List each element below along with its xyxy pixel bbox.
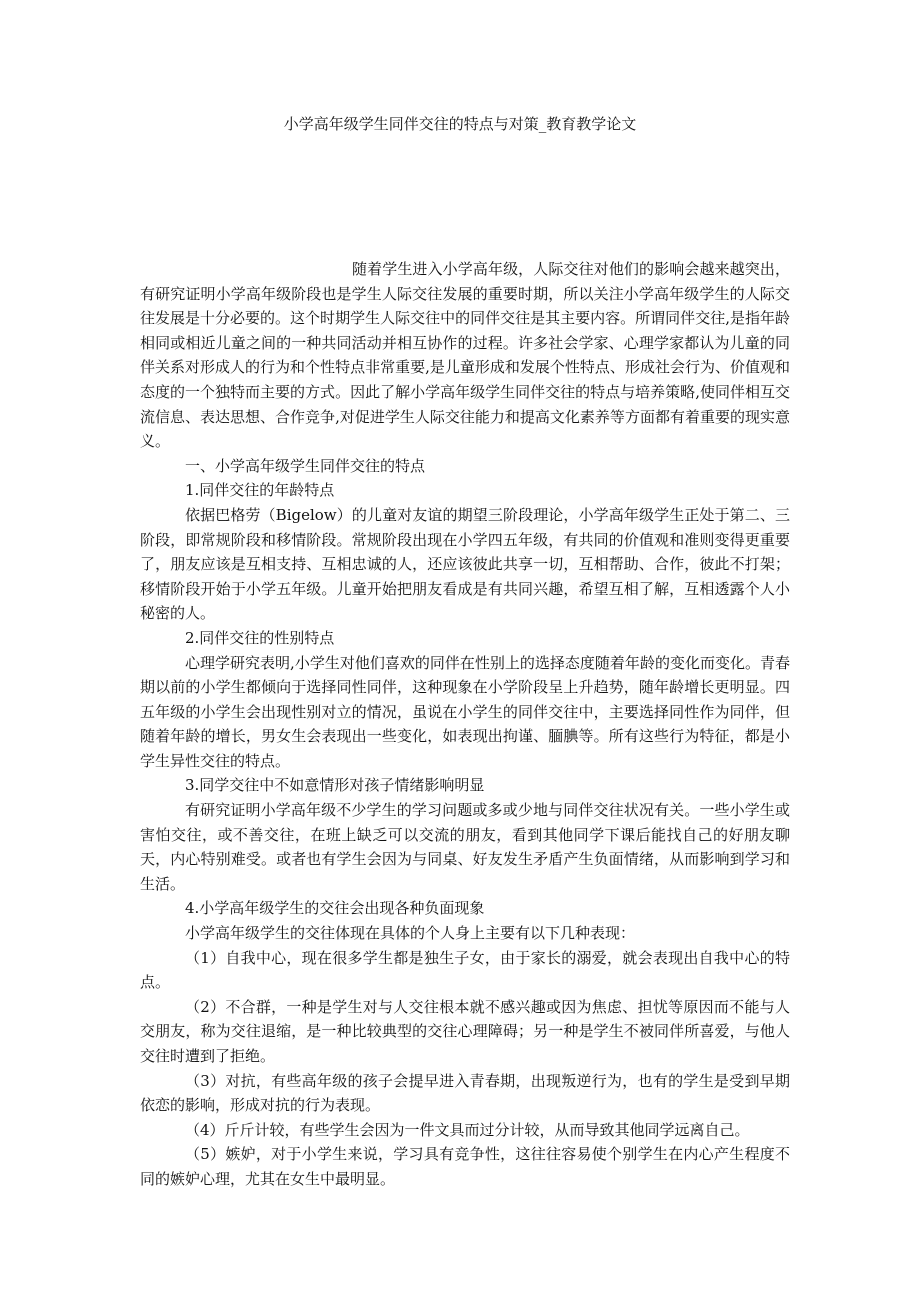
body-paragraph: 小学高年级学生的交往体现在具体的个人身上主要有以下几种表现：: [185, 924, 636, 943]
article-body: [140, 257, 790, 1192]
list-item-unsociable: （2）不合群，一种是学生对与人交往根本就不感兴趣或因为焦虑、担忧等原因而不能与人交朋友，称为交往退缩，是一种比较典型的交往心理障碍；另一种是学生不被同伴所喜爱，与他人交往时遭到了拒绝。: [140, 997, 790, 1065]
body-paragraph: 依据巴格劳（Bigelow）的儿童对友谊的期望三阶段理论，小学高年级学生正处于第二、三阶段，即常规阶段和移情阶段。常规阶段出现在小学四五年级，有共同的价值观和准则变得更重要了，朋友应该是互相支持、互相忠诚的人，还应该彼此共享一切，互相帮助、合作，彼此不打架；移情阶段开始于小学五年级。儿童开始把朋友看成是有共同兴趣，希望互相了解，互相透露个人小秘密的人。: [140, 505, 790, 623]
list-item-petty: （4）斤斤计较，有些学生会因为一件文具而过分计较，从而导致其他同学远离自己。: [185, 1120, 750, 1139]
list-item-egocentric: （1）自我中心，现在很多学生都是独生子女，由于家长的溺爱，就会表现出自我中心的特点。: [140, 948, 790, 992]
subheading-negative-phenomena: 4.小学高年级学生的交往会出现各种负面现象: [185, 899, 485, 918]
body-paragraph: 有研究证明小学高年级不少学生的学习问题或多或少地与同伴交往状况有关。一些小学生或害怕交往，或不善交往，在班上缺乏可以交流的朋友，看到其他同学下课后能找自己的好朋友聊天，内心特别难受。或者也有学生会因为与同桌、好友发生矛盾产生负面情绪，从而影响到学习和生活。: [140, 801, 790, 893]
intro-paragraph: 随着学生进入小学高年级，人际交往对他们的影响会越来越突出，有研究证明小学高年级阶段也是学生人际交往发展的重要时期，所以关注小学高年级学生的人际交往发展是十分必要的。这个时期学生人际交往中的同伴交往是其主要内容。所谓同伴交往,是指年龄相同或相近儿童之间的一种共同活动并相互协作的过程。许多社会学家、心理学家都认为儿童的同伴关系对形成人的行为和个性特点非常重要,是儿童形成和发展个性特点、形成社会行为、价值观和态度的一个独特而主要的方式。因此了解小学高年级学生同伴交往的特点与培养策略,使同伴相互交流信息、表达思想、合作竞争,对促进学生人际交往能力和提高文化素养等方面都有着重要的现实意义。: [140, 260, 790, 451]
section-heading-1: 一、小学高年级学生同伴交往的特点: [185, 456, 426, 475]
page-title: 小学高年级学生同伴交往的特点与对策_教育教学论文: [283, 115, 637, 133]
list-item-confrontation: （3）对抗，有些高年级的孩子会提早进入青春期，出现叛逆行为，也有的学生是受到早期依恋的影响，形成对抗的行为表现。: [140, 1071, 790, 1115]
subheading-age-traits: 1.同伴交往的年龄特点: [185, 481, 335, 500]
subheading-gender-traits: 2.同伴交往的性别特点: [185, 628, 335, 647]
body-paragraph: 心理学研究表明,小学生对他们喜欢的同伴在性别上的选择态度随着年龄的变化而变化。青春期以前的小学生都倾向于选择同性同伴，这种现象在小学阶段呈上升趋势，随年龄增长更明显。四五年级的小学生会出现性别对立的情况，虽说在小学生的同伴交往中，主要选择同性作为同伴，但随着年龄的增长，男女生会表现出一些变化，如表现出拘谨、腼腆等。所有这些行为特征，都是小学生异性交往的特点。: [140, 653, 790, 770]
subheading-emotion-impact: 3.同学交往中不如意情形对孩子情绪影响明显: [185, 776, 485, 795]
list-item-jealousy: （5）嫉妒，对于小学生来说，学习具有竞争性，这往往容易使个别学生在内心产生程度不同的嫉妒心理，尤其在女生中最明显。: [140, 1145, 790, 1188]
